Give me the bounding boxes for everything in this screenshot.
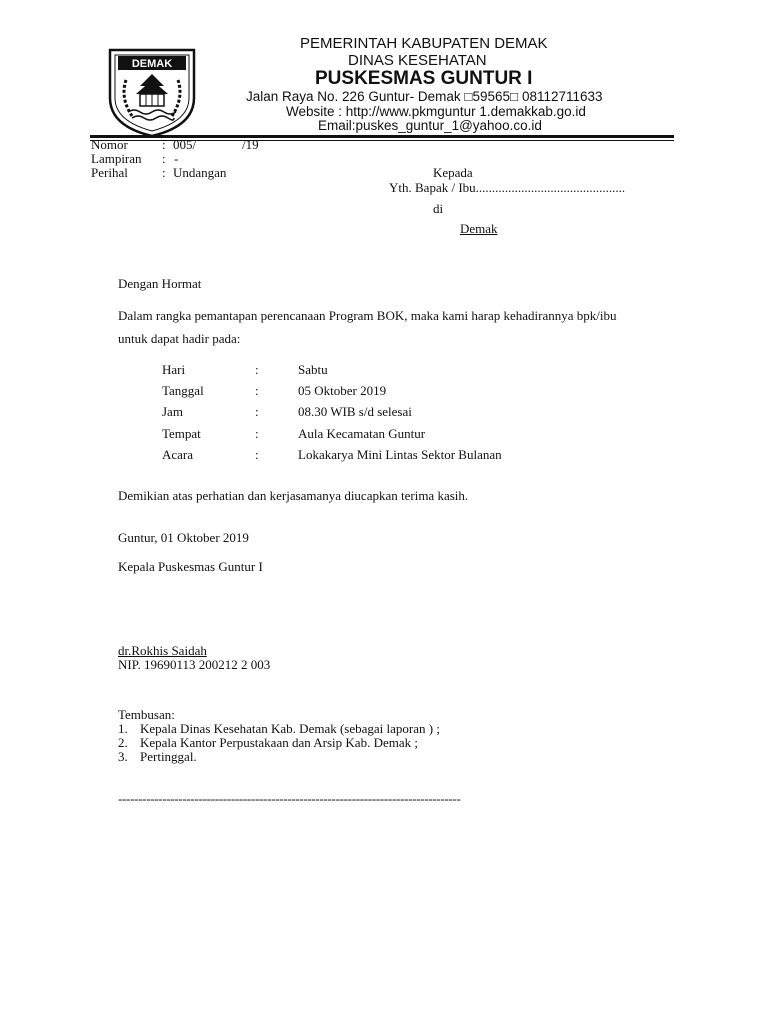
header-email: Email:puskes_guntur_1@yahoo.co.id (318, 118, 542, 133)
demak-regency-emblem (104, 46, 200, 138)
detail-acara-label: Acara (162, 447, 194, 462)
detail-jam-label: Jam (162, 404, 183, 419)
header-website: Website : http://www.pkmguntur 1.demakkab.go.id (286, 104, 586, 119)
recipient-yth: Yth. Bapak / Ibu.............................................. (389, 180, 626, 195)
detail-acara-sep: : (255, 447, 259, 462)
greeting: Dengan Hormat (118, 276, 202, 291)
signatory-nip: NIP. 19690113 200212 2 003 (118, 657, 271, 672)
header-department: DINAS KESEHATAN (348, 52, 487, 69)
recipient-di: di (433, 201, 444, 216)
meta-lampiran-label: Lampiran (91, 151, 142, 166)
paragraph-line-2: untuk dapat hadir pada: (118, 331, 241, 346)
tembusan-item-2-number: 2. (118, 735, 128, 750)
meta-nomor-year: /19 (242, 137, 259, 152)
meta-nomor-sep: : (162, 137, 166, 152)
recipient-kepada: Kepada (433, 165, 473, 180)
detail-tanggal-label: Tanggal (162, 383, 204, 398)
detail-tempat-value: Aula Kecamatan Guntur (298, 426, 426, 441)
meta-perihal-label: Perihal (91, 165, 128, 180)
header-institution: PUSKESMAS GUNTUR I (315, 68, 533, 89)
detail-tempat-sep: : (255, 426, 259, 441)
tembusan-item-1-number: 1. (118, 721, 128, 736)
meta-lampiran-sep: : (162, 151, 166, 166)
signatory-position: Kepala Puskesmas Guntur I (118, 559, 263, 574)
header-address: Jalan Raya No. 226 Guntur- Demak □59565□ 08112711633 (246, 89, 603, 104)
detail-hari-value: Sabtu (298, 362, 328, 377)
signatory-name: dr.Rokhis Saidah (118, 643, 207, 658)
meta-nomor-label: Nomor (91, 137, 128, 152)
detail-hari-sep: : (255, 362, 259, 377)
paragraph-line-1: Dalam rangka pemantapan perencanaan Program BOK, maka kami harap kehadirannya bpk/ibu (118, 308, 617, 323)
emblem-text: DEMAK (131, 58, 173, 70)
meta-perihal-sep: : (162, 165, 166, 180)
tembusan-title: Tembusan: (118, 707, 175, 722)
meta-perihal-value: Undangan (173, 165, 227, 180)
detail-tanggal-value: 05 Oktober 2019 (298, 383, 387, 398)
detail-tempat-label: Tempat (162, 426, 201, 441)
detail-jam-value: 08.30 WIB s/d selesai (298, 404, 412, 419)
meta-lampiran-value: - (174, 151, 179, 166)
closing-sentence: Demikian atas perhatian dan kerjasamanya diucapkan terima kasih. (118, 488, 469, 503)
place-date: Guntur, 01 Oktober 2019 (118, 530, 249, 545)
detail-hari-label: Hari (162, 362, 186, 377)
detail-acara-value: Lokakarya Mini Lintas Sektor Bulanan (298, 447, 502, 462)
header-government: PEMERINTAH KABUPATEN DEMAK (300, 35, 548, 52)
tembusan-item-3: Pertinggal. (140, 749, 197, 764)
tembusan-item-1: Kepala Dinas Kesehatan Kab. Demak (sebagai laporan ) ; (140, 721, 440, 736)
meta-nomor-value: 005/ (173, 137, 197, 152)
detail-tanggal-sep: : (255, 383, 259, 398)
tembusan-item-3-number: 3. (118, 749, 128, 764)
tembusan-item-2: Kepala Kantor Perpustakaan dan Arsip Kab. Demak ; (140, 735, 418, 750)
footer-dashed-rule: ------------------------------------------------------------------------------------- (118, 791, 461, 806)
detail-jam-sep: : (255, 404, 259, 419)
recipient-place: Demak (460, 221, 498, 236)
